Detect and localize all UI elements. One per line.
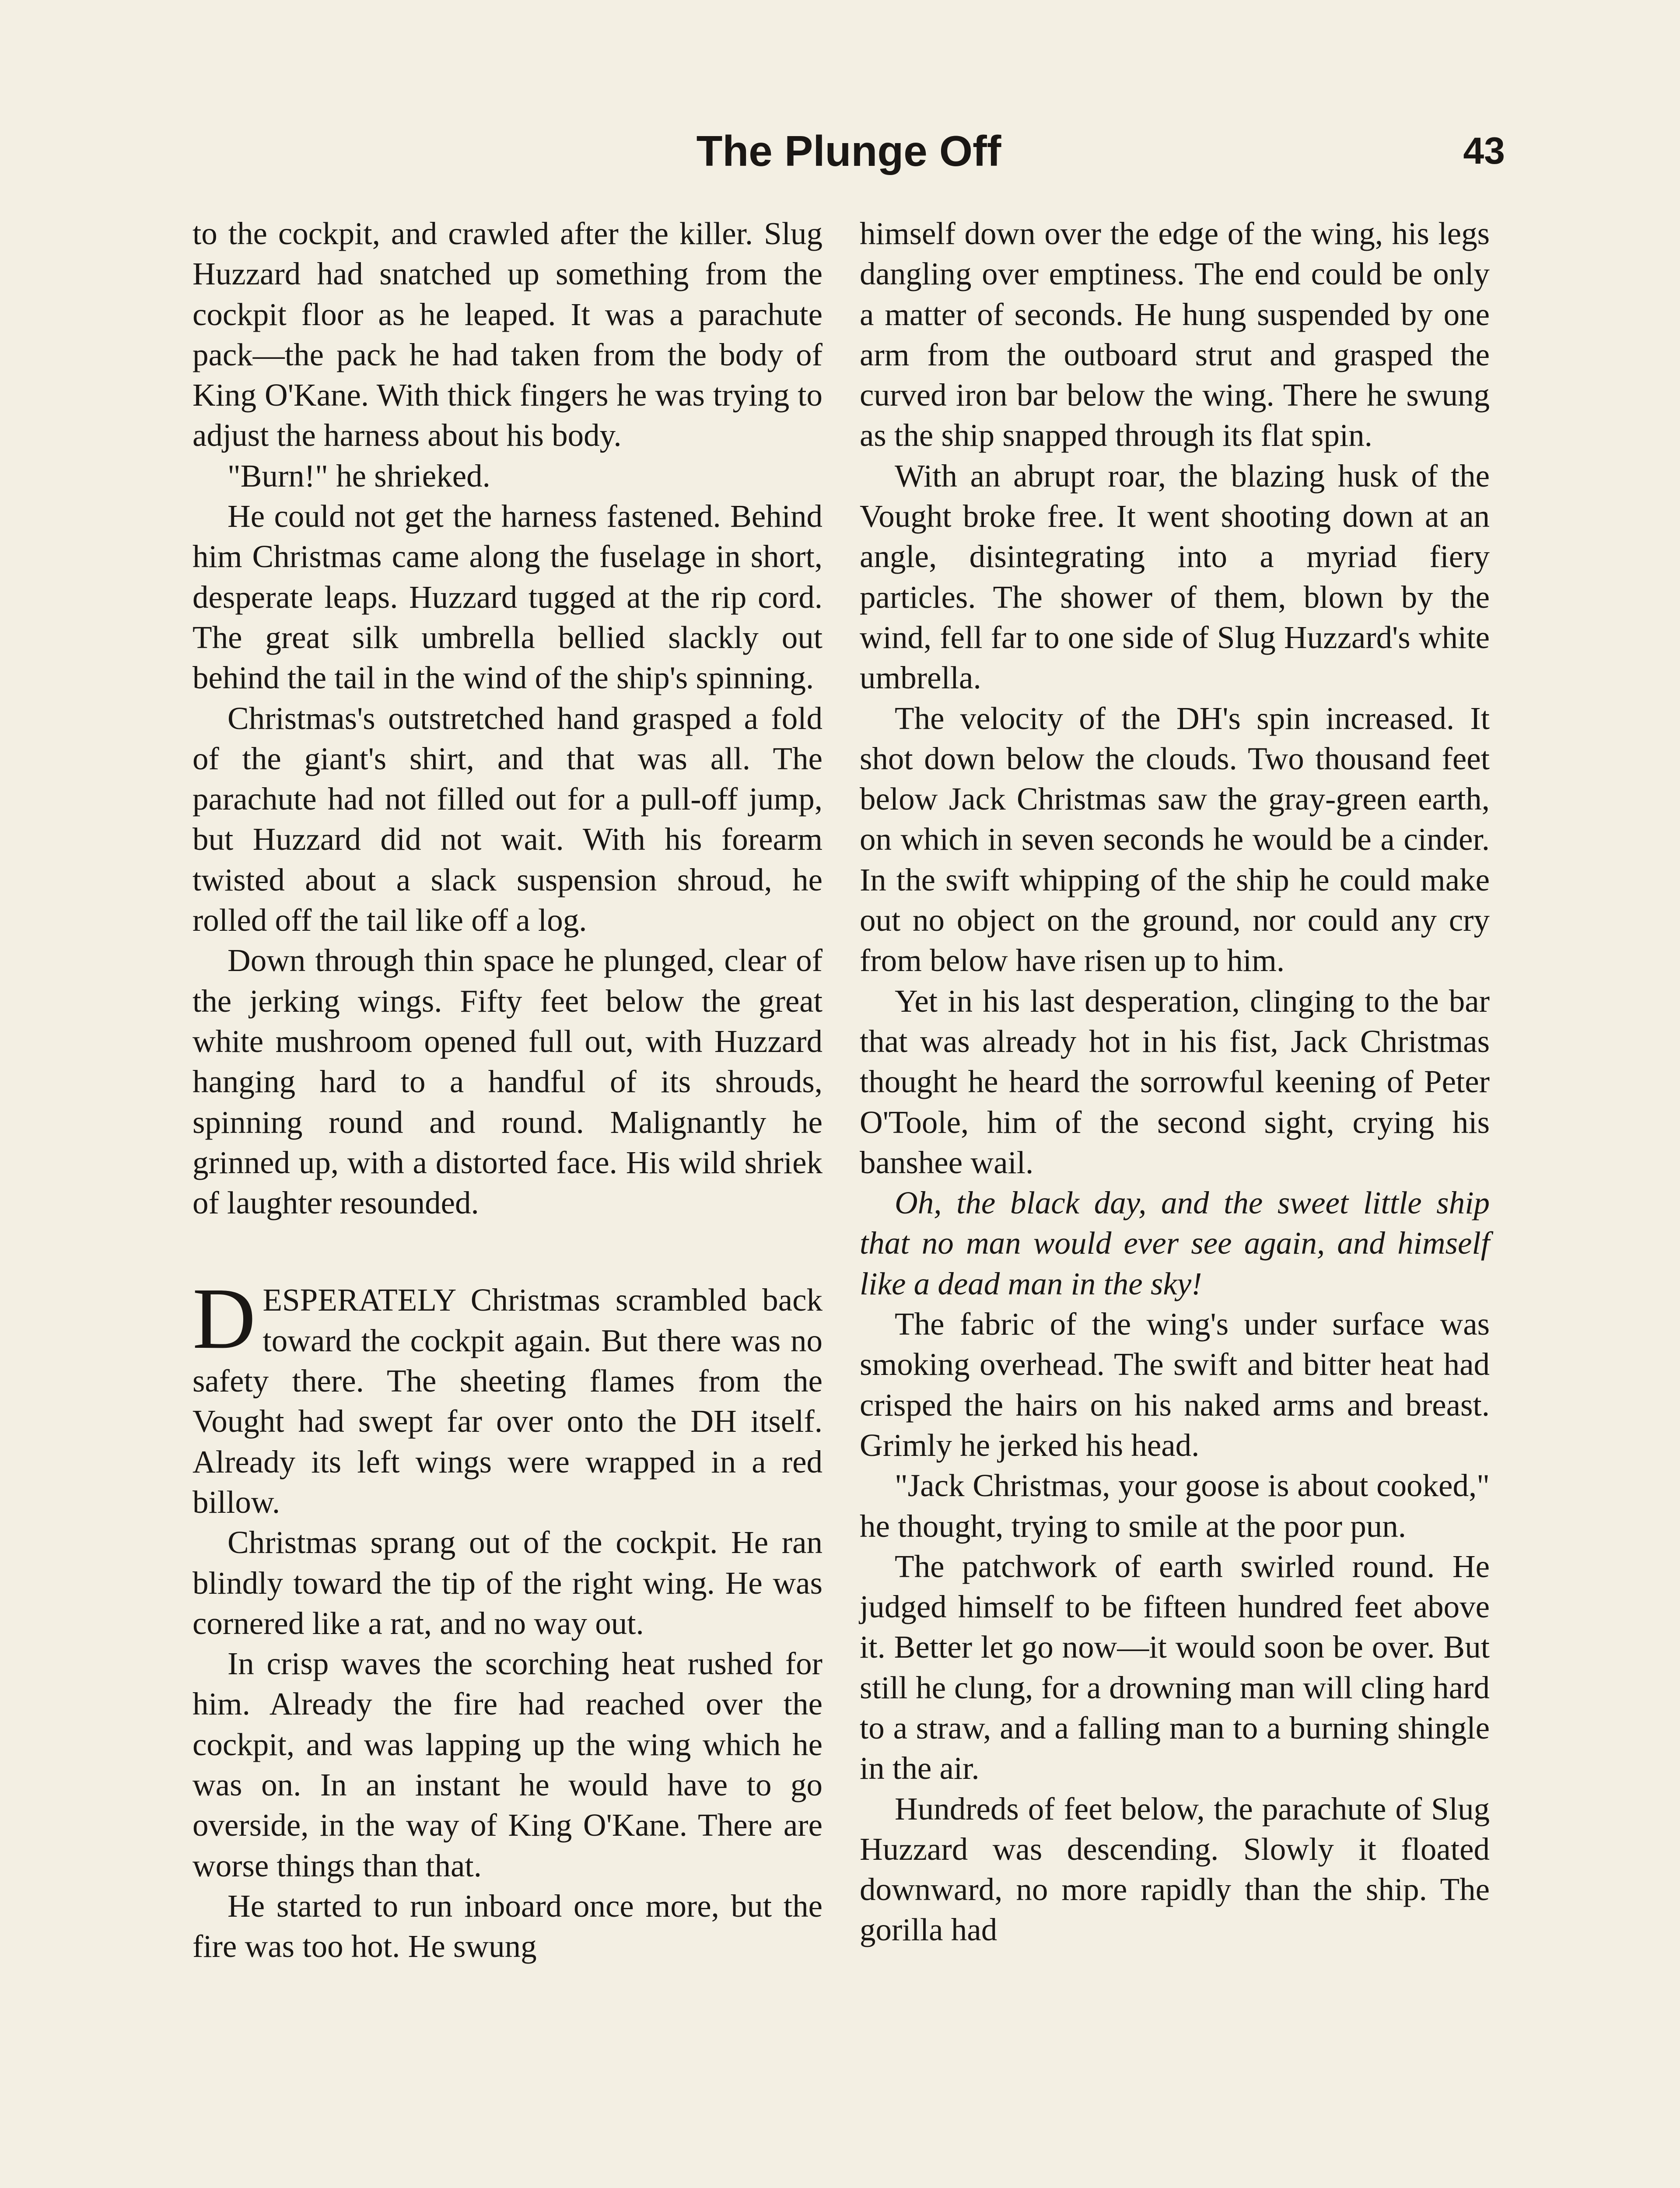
italic-paragraph: Oh, the black day, and the sweet little ship that no man would ever see again, and himself like a dead man in the sky! <box>860 1185 1490 1301</box>
paragraph: Christmas sprang out of the cockpit. He ran blindly toward the tip of the right wing. He was cornered like a rat, and no way out. <box>192 1525 822 1641</box>
right-column <box>860 214 1490 1950</box>
paragraph: He started to run inboard once more, but the fire was too hot. He swung <box>192 1888 822 1964</box>
running-title: The Plunge Off <box>696 127 1001 175</box>
paragraph-text: ESPERATELY Christmas scrambled back toward the cockpit again. But there was no safety there. The sheeting flames from the Vought had swept far over onto the DH itself. Already its left wings were wrapped in a red billow. <box>192 1282 822 1520</box>
paragraph: "Burn!" he shrieked. <box>228 458 490 494</box>
paragraph: Christmas's outstretched hand grasped a fold of the giant's shirt, and that was all. The parachute had not filled out for a pull-off jump, but Huzzard did not wait. With his forearm twisted about a slack suspension shroud, he rolled off the tail like off a log. <box>192 700 822 938</box>
paragraph: Hundreds of feet below, the parachute of Slug Huzzard was descending. Slowly it floated downward, no more rapidly than the ship. The gorilla had <box>860 1791 1490 1948</box>
paragraph: himself down over the edge of the wing, his legs dangling over emptiness. The end could be only a matter of seconds. He hung suspended by one arm from the outboard strut and grasped the curved iron bar below the wing. There he swung as the ship snapped through its flat spin. <box>860 216 1490 453</box>
paragraph: Down through thin space he plunged, clear of the jerking wings. Fifty feet below the great white mushroom opened full out, with Huzzard hanging hard to a handful of its shrouds, spinning round and round. Malignantly he grinned up, with a distorted face. His wild shriek of laughter resounded. <box>192 943 822 1221</box>
paragraph: The velocity of the DH's spin increased. It shot down below the clouds. Two thousand feet below Jack Christmas saw the gray-green earth, on which in seven seconds he would be a cinder. In the swift whipping of the ship he could make out no object on the ground, nor could any cry from below have risen up to him. <box>860 700 1490 978</box>
left-column <box>192 214 822 1967</box>
paragraph: to the cockpit, and crawled after the killer. Slug Huzzard had snatched up something from the cockpit floor as he leaped. It was a parachute pack—the pack he had taken from the body of King O'Kane. With thick fingers he was trying to adjust the harness about his body. <box>192 216 822 453</box>
page-header <box>192 123 1505 179</box>
page-number: 43 <box>1463 130 1505 172</box>
paragraph: In crisp waves the scorching heat rushed for him. Already the fire had reached over the cockpit, and was lapping up the wing which he was on. In an instant he would have to go overside, in the way of King O'Kane. There are worse things than that. <box>192 1646 822 1883</box>
paragraph: Yet in his last desperation, clinging to the bar that was already hot in his fist, Jack Christmas thought he heard the sorrowful keening of Peter O'Toole, him of the second sight, crying his banshee wail. <box>860 983 1490 1180</box>
paragraph: He could not get the harness fastened. Behind him Christmas came along the fuselage in short, desperate leaps. Huzzard tugged at the rip cord. The great silk umbrella bellied slackly out behind the tail in the wind of the ship's spinning. <box>192 498 822 696</box>
paragraph: The fabric of the wing's under surface was smoking overhead. The swift and bitter heat had crisped the hairs on his naked arms and breast. Grimly he jerked his head. <box>860 1306 1490 1463</box>
paragraph: "Jack Christmas, your goose is about cooked," he thought, trying to smile at the poor pun. <box>860 1468 1490 1544</box>
section-opening-paragraph <box>192 1270 822 1522</box>
drop-cap: D <box>192 1270 256 1368</box>
paragraph: The patchwork of earth swirled round. He judged himself to be fifteen hundred feet above it. Better let go now—it would soon be over. But still he clung, for a drowning man will cling hard to a straw, and a falling man to a burning shingle in the air. <box>860 1548 1490 1786</box>
paragraph: With an abrupt roar, the blazing husk of the Vought broke free. It went shooting down at an angle, disintegrating into a myriad fiery particles. The shower of them, blown by the wind, fell far to one side of Slug Huzzard's white umbrella. <box>860 458 1490 696</box>
